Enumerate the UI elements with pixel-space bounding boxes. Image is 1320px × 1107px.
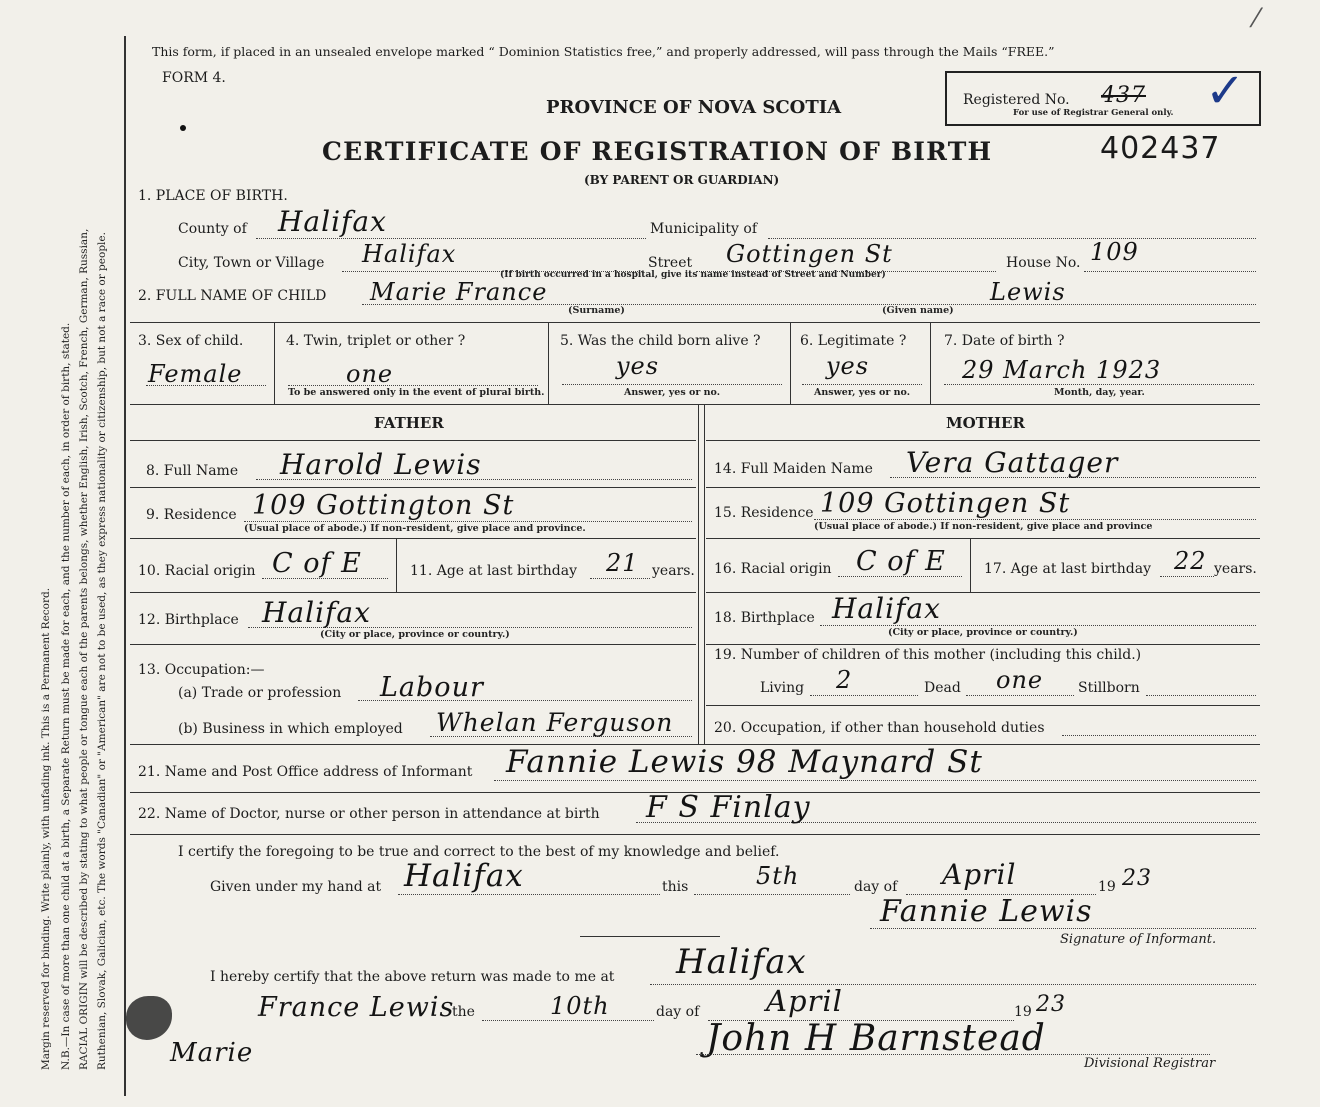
mother-racial-divider	[970, 538, 971, 592]
divider-sex	[274, 322, 275, 404]
mother-birthplace-note: (City or place, province or country.)	[888, 627, 1078, 638]
informant-line	[494, 780, 1256, 781]
registrar-statement: I hereby certify that the above return was made to me at	[210, 969, 615, 985]
father-racial-label: 10. Racial origin	[138, 563, 256, 579]
father-res-label: 9. Residence	[146, 507, 237, 523]
father-res-note: (Usual place of abode.) If non-resident, give place and province.	[244, 523, 586, 534]
ink-dot	[180, 125, 186, 131]
father-birthplace-label: 12. Birthplace	[138, 612, 239, 628]
mother-name-value: Vera Gattager	[906, 446, 1119, 479]
divider-alive	[790, 322, 791, 404]
mother-birthplace-value: Halifax	[832, 592, 941, 625]
divider-legit	[930, 322, 931, 404]
house-label: House No.	[1006, 255, 1081, 271]
alive-line	[562, 384, 782, 385]
legit-value: yes	[826, 352, 870, 380]
county-value: Halifax	[278, 205, 387, 238]
municipality-label: Municipality of	[650, 221, 758, 237]
registrar-margin-name: France Lewis	[258, 992, 455, 1023]
registration-box	[945, 63, 1261, 126]
mother-occupation-line	[1062, 735, 1256, 736]
informant-label: 21. Name and Post Office address of Informant	[138, 764, 473, 780]
registrar-margin-note: Marie	[170, 1038, 254, 1068]
child-given-names: Marie France	[370, 278, 548, 306]
registrar-note: For use of Registrar General only.	[1013, 108, 1174, 118]
legit-note: Answer, yes or no.	[814, 387, 911, 398]
father-rule-2	[130, 487, 696, 488]
check-mark-icon: ✓	[1205, 63, 1246, 119]
registrar-year-suffix: 23	[1036, 992, 1066, 1017]
twin-label: 4. Twin, triplet or other ?	[286, 333, 466, 349]
this-label: this	[662, 879, 689, 895]
city-value: Halifax	[362, 240, 457, 268]
informant-signature: Fannie Lewis	[880, 894, 1093, 929]
mother-birthplace-line	[820, 625, 1256, 626]
mother-rule-6	[706, 705, 1260, 706]
certificate-title: CERTIFICATE OF REGISTRATION OF BIRTH	[322, 137, 993, 166]
registered-number: 437	[1101, 83, 1146, 108]
parents-divider-1	[698, 404, 699, 744]
street-label: Street	[648, 255, 693, 271]
given-day-of-label: day of	[854, 879, 898, 895]
father-age-line	[590, 578, 650, 579]
registrar-signature-label: Divisional Registrar	[1084, 1056, 1216, 1071]
dob-note: Month, day, year.	[1054, 387, 1145, 398]
hospital-note: (If birth occurred in a hospital, give its name instead of Street and Number)	[500, 270, 886, 280]
registrar-signature-line	[696, 1054, 1210, 1055]
alive-label: 5. Was the child born alive ?	[560, 333, 761, 349]
racial-instruction-1: RACIAL ORIGIN will be described by stating to what people or tongue each of the parents belongs, whether English, Irish, Scotch, French, German, Russian,	[78, 228, 90, 1070]
father-rule-5	[130, 644, 696, 645]
dob-value: 29 March 1923	[962, 356, 1162, 384]
mother-res-value: 109 Gottingen St	[820, 488, 1071, 519]
father-racial-value: C of E	[272, 548, 362, 579]
given-year-prefix: 19	[1098, 879, 1116, 895]
short-divider	[580, 936, 720, 937]
given-at-label: Given under my hand at	[210, 879, 382, 895]
alive-note: Answer, yes or no.	[624, 387, 721, 398]
corner-tick-icon: ⁄	[1254, 4, 1259, 34]
father-birthplace-value: Halifax	[262, 596, 371, 629]
living-label: Living	[760, 680, 805, 696]
registrar-place-line	[650, 984, 1256, 985]
postal-notice: This form, if placed in an unsealed envelope marked “ Dominion Statistics free,” and properly addressed, will pass through the Mails “FREE.”	[152, 44, 1055, 59]
mother-racial-label: 16. Racial origin	[714, 561, 832, 577]
sex-value: Female	[148, 360, 243, 388]
mother-racial-value: C of E	[856, 546, 946, 577]
doctor-label: 22. Name of Doctor, nurse or other person in attendance at birth	[138, 806, 600, 822]
father-birthplace-note: (City or place, province or country.)	[320, 629, 510, 640]
child-surname: Lewis	[990, 278, 1066, 306]
form-number: FORM 4.	[162, 70, 226, 86]
mother-name-label: 14. Full Maiden Name	[714, 461, 873, 477]
rule-doctor-bottom	[130, 834, 1260, 835]
given-day-value: 5th	[756, 862, 800, 890]
sex-line	[146, 385, 266, 386]
father-res-value: 109 Gottington St	[252, 490, 515, 521]
legit-label: 6. Legitimate ?	[800, 333, 907, 349]
given-day-line	[694, 894, 850, 895]
registrar-day-of-label: day of	[656, 1004, 700, 1020]
given-year-suffix: 23	[1122, 866, 1152, 891]
certificate-number: 402437	[1100, 131, 1221, 166]
dob-label: 7. Date of birth ?	[944, 333, 1065, 349]
informant-signature-line	[870, 928, 1256, 929]
father-age-label: 11. Age at last birthday	[410, 563, 578, 579]
father-racial-divider	[396, 538, 397, 592]
mother-rule-5	[706, 644, 1260, 645]
given-at-line	[398, 894, 660, 895]
living-line	[810, 695, 918, 696]
certificate-subtitle: (BY PARENT OR GUARDIAN)	[584, 173, 780, 187]
racial-instruction-2: Ruthenian, Slovak, Galician, etc. The words "Canadian" or "American" are not to be used, as they express nationality or citizenship, but not a race or people.	[96, 232, 108, 1070]
registrar-signature: John H Barnstead	[706, 1018, 1046, 1059]
father-heading: FATHER	[374, 414, 444, 432]
mother-rule-1	[706, 440, 1260, 441]
father-rule-1	[130, 440, 696, 441]
father-age-value: 21	[606, 549, 639, 577]
trade-label: (a) Trade or profession	[178, 685, 342, 701]
dead-value: one	[996, 666, 1044, 694]
dead-line	[966, 695, 1074, 696]
house-line	[1084, 271, 1256, 272]
stillborn-label: Stillborn	[1078, 680, 1140, 696]
father-name-label: 8. Full Name	[146, 463, 239, 479]
registered-label: Registered No.	[963, 92, 1070, 108]
children-count-label: 19. Number of children of this mother (including this child.)	[714, 647, 1142, 663]
twin-value: one	[346, 360, 394, 388]
certify-statement: I certify the foregoing to be true and correct to the best of my knowledge and belief.	[178, 844, 780, 860]
father-rule-3	[130, 538, 696, 539]
given-month-value: April	[942, 858, 1017, 891]
mother-rule-4	[706, 592, 1260, 593]
mother-years-label: years.	[1214, 561, 1257, 577]
county-line	[256, 238, 646, 239]
nb-instruction: N.B.—In case of more than one child at a birth, a Separate Return must be made for each, and the number of each, in order of birth, stated.	[60, 322, 72, 1070]
stillborn-line	[1146, 695, 1256, 696]
ink-blot	[126, 996, 172, 1040]
doctor-value: F S Finlay	[646, 790, 811, 825]
given-name-note: (Given name)	[882, 305, 954, 316]
mother-res-line	[814, 519, 1256, 520]
margin-instruction: Margin reserved for binding. Write plainly, with unfading ink. This is a Permanent Record.	[40, 587, 52, 1070]
father-years-label: years.	[652, 563, 695, 579]
informant-value: Fannie Lewis 98 Maynard St	[506, 744, 983, 780]
mother-age-value: 22	[1174, 547, 1207, 575]
registrar-year-prefix: 19	[1014, 1004, 1032, 1020]
mother-age-line	[1160, 576, 1214, 577]
father-res-line	[244, 521, 692, 522]
dead-label: Dead	[924, 680, 961, 696]
binding-margin-line	[124, 36, 126, 1096]
divider-twin	[548, 322, 549, 404]
mother-res-note: (Usual place of abode.) If non-resident, give place and province	[814, 521, 1153, 532]
occupation-label: 13. Occupation:—	[138, 662, 265, 678]
living-value: 2	[836, 666, 853, 694]
business-value: Whelan Ferguson	[436, 708, 674, 737]
municipality-line	[768, 238, 1256, 239]
place-of-birth-label: 1. PLACE OF BIRTH.	[138, 188, 288, 204]
informant-signature-label: Signature of Informant.	[1060, 932, 1217, 947]
county-label: County of	[178, 221, 247, 237]
mother-res-label: 15. Residence	[714, 505, 814, 521]
registrar-month-value: April	[766, 984, 843, 1018]
mother-heading: MOTHER	[946, 414, 1025, 432]
legit-line	[802, 384, 922, 385]
registrar-day-line	[482, 1020, 654, 1021]
rule-bottom-child-info	[130, 404, 1260, 405]
child-name-label: 2. FULL NAME OF CHILD	[138, 288, 327, 304]
house-value: 109	[1090, 238, 1139, 266]
parents-divider-2	[704, 404, 705, 744]
trade-value: Labour	[380, 672, 484, 703]
mother-birthplace-label: 18. Birthplace	[714, 610, 815, 626]
mother-rule-3	[706, 538, 1260, 539]
alive-value: yes	[616, 352, 660, 380]
dob-line	[944, 384, 1254, 385]
sex-label: 3. Sex of child.	[138, 333, 244, 349]
father-rule-4	[130, 592, 696, 593]
mother-age-label: 17. Age at last birthday	[984, 561, 1152, 577]
twin-note: To be answered only in the event of plural birth.	[288, 387, 545, 398]
business-label: (b) Business in which employed	[178, 721, 403, 737]
province-heading: PROVINCE OF NOVA SCOTIA	[546, 97, 842, 118]
surname-note: (Surname)	[568, 305, 625, 316]
mother-occupation-label: 20. Occupation, if other than household duties	[714, 720, 1045, 736]
father-name-value: Harold Lewis	[280, 448, 482, 481]
given-at-value: Halifax	[404, 858, 524, 894]
rule-top-child-info	[130, 322, 1260, 323]
twin-line	[288, 385, 538, 386]
registrar-the-label: the	[452, 1004, 475, 1020]
street-value: Gottingen St	[726, 240, 893, 268]
city-label: City, Town or Village	[178, 255, 325, 271]
registrar-place-value: Halifax	[676, 942, 807, 982]
registrar-day-value: 10th	[550, 992, 610, 1020]
